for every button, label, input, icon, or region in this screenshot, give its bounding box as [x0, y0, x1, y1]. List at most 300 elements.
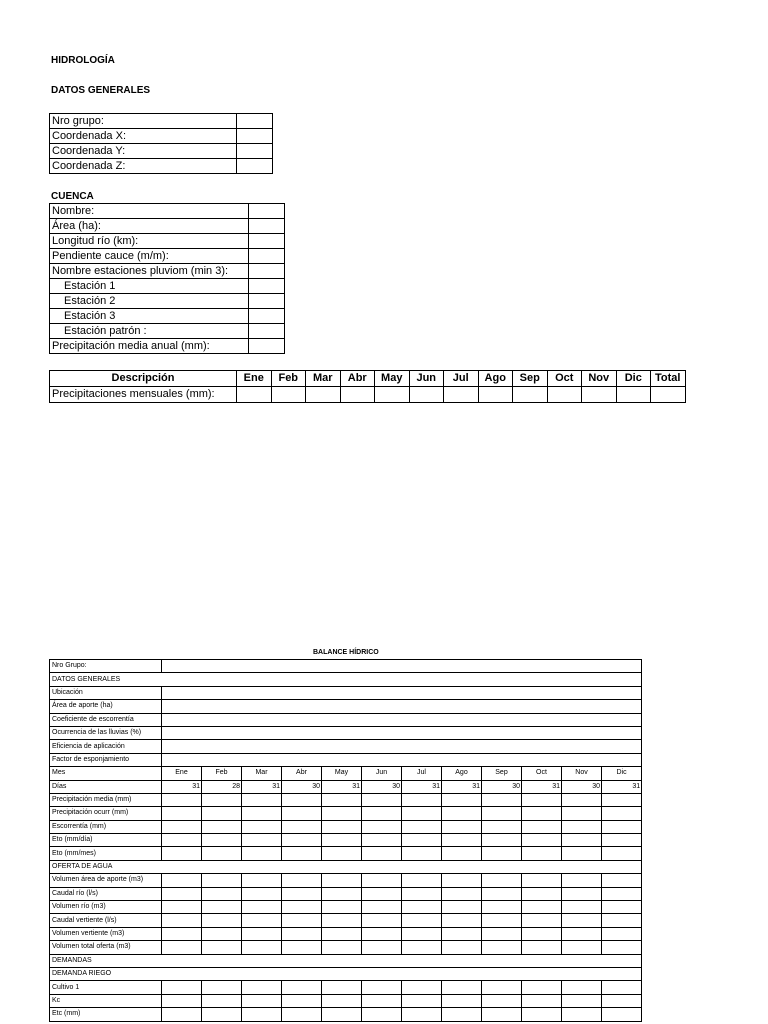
balance-value-cell[interactable]	[282, 914, 322, 927]
balance-value-cell[interactable]	[442, 1008, 482, 1021]
balance-value-cell[interactable]	[602, 901, 642, 914]
balance-value-cell[interactable]	[322, 834, 362, 847]
balance-row-label: Precipitación media (mm)	[50, 793, 162, 806]
balance-value-cell[interactable]	[602, 793, 642, 806]
balance-value-cell[interactable]	[242, 834, 282, 847]
monthly-value-cell[interactable]	[616, 387, 651, 403]
balance-value-cell[interactable]	[242, 927, 282, 940]
balance-month-header: May	[322, 767, 362, 780]
balance-value-cell[interactable]	[242, 874, 282, 887]
balance-value-cell[interactable]	[202, 807, 242, 820]
balance-value-cell[interactable]	[162, 847, 202, 860]
balance-value-cell[interactable]	[482, 847, 522, 860]
general-data-table	[49, 113, 273, 174]
cuenca-row-label: Estación patrón :	[50, 324, 249, 339]
balance-value-cell[interactable]	[402, 793, 442, 806]
monthly-header-month: Mar	[306, 371, 341, 387]
balance-value-cell[interactable]	[362, 941, 402, 954]
balance-value-cell[interactable]	[202, 1008, 242, 1021]
balance-value-cell[interactable]	[402, 834, 442, 847]
cuenca-row-value-cell[interactable]	[249, 219, 285, 234]
balance-row-value-cell[interactable]	[162, 700, 642, 713]
balance-value-cell[interactable]	[322, 981, 362, 994]
balance-value-cell[interactable]	[162, 820, 202, 833]
balance-row	[50, 753, 642, 766]
balance-value-cell[interactable]	[282, 820, 322, 833]
balance-value-cell[interactable]	[322, 820, 362, 833]
balance-value-cell[interactable]	[242, 887, 282, 900]
balance-row-label: Coeficiente de escorrentía	[50, 713, 162, 726]
cuenca-row-label: Área (ha):	[50, 219, 249, 234]
balance-value-cell[interactable]	[442, 807, 482, 820]
cuenca-row-value-cell[interactable]	[249, 279, 285, 294]
balance-value-cell[interactable]	[242, 914, 282, 927]
balance-value-cell[interactable]	[442, 820, 482, 833]
cuenca-row	[50, 339, 285, 354]
balance-value-cell[interactable]	[522, 1008, 562, 1021]
balance-month-header: Dic	[602, 767, 642, 780]
monthly-header-month: Dic	[616, 371, 651, 387]
monthly-value-cell[interactable]	[478, 387, 513, 403]
cuenca-row-label: Pendiente cauce (m/m):	[50, 249, 249, 264]
balance-value-cell[interactable]	[162, 793, 202, 806]
balance-value-cell[interactable]	[482, 1008, 522, 1021]
balance-value-cell[interactable]	[162, 914, 202, 927]
balance-value-cell[interactable]	[202, 847, 242, 860]
balance-row-value-cell[interactable]	[162, 660, 642, 673]
balance-value-cell[interactable]	[482, 834, 522, 847]
monthly-value-cell[interactable]	[271, 387, 306, 403]
general-row-label: Coordenada X:	[50, 129, 237, 144]
balance-value-cell[interactable]	[522, 834, 562, 847]
balance-row-value-cell[interactable]	[162, 713, 642, 726]
balance-row	[50, 686, 642, 699]
balance-value-cell[interactable]	[282, 874, 322, 887]
cuenca-row-label: Precipitación media anual (mm):	[50, 339, 249, 354]
balance-days-value: 31	[602, 780, 642, 793]
balance-row-label: Eficiencia de aplicación	[50, 740, 162, 753]
balance-month-header: Oct	[522, 767, 562, 780]
balance-value-cell[interactable]	[562, 927, 602, 940]
balance-value-cell[interactable]	[482, 981, 522, 994]
balance-value-cell[interactable]	[322, 874, 362, 887]
balance-value-cell[interactable]	[562, 901, 602, 914]
monthly-value-cell[interactable]	[651, 387, 686, 403]
balance-value-cell[interactable]	[162, 834, 202, 847]
balance-value-cell[interactable]	[322, 927, 362, 940]
balance-value-cell[interactable]	[482, 874, 522, 887]
balance-month-header: Jun	[362, 767, 402, 780]
balance-value-cell[interactable]	[362, 914, 402, 927]
balance-value-cell[interactable]	[482, 793, 522, 806]
balance-value-cell[interactable]	[402, 927, 442, 940]
balance-value-cell[interactable]	[522, 927, 562, 940]
balance-value-cell[interactable]	[522, 793, 562, 806]
balance-value-cell[interactable]	[162, 874, 202, 887]
balance-row-label: Cultivo 1	[50, 981, 162, 994]
cuenca-row-value-cell[interactable]	[249, 339, 285, 354]
balance-value-cell[interactable]	[522, 914, 562, 927]
balance-row-value-cell[interactable]	[162, 753, 642, 766]
balance-month-header: Mar	[242, 767, 282, 780]
balance-value-cell[interactable]	[162, 981, 202, 994]
balance-title: BALANCE HÍDRICO	[313, 649, 379, 656]
balance-value-cell[interactable]	[602, 981, 642, 994]
cuenca-row-value-cell[interactable]	[249, 204, 285, 219]
monthly-precipitation-table	[49, 370, 686, 403]
balance-value-cell[interactable]	[442, 887, 482, 900]
balance-value-cell[interactable]	[402, 874, 442, 887]
general-row-label: Coordenada Z:	[50, 159, 237, 174]
balance-value-cell[interactable]	[442, 901, 482, 914]
balance-value-cell[interactable]	[602, 887, 642, 900]
balance-value-cell[interactable]	[442, 914, 482, 927]
balance-row-label: Etc (mm)	[50, 1008, 162, 1021]
balance-value-cell[interactable]	[202, 941, 242, 954]
cuenca-row	[50, 309, 285, 324]
balance-row-label: Volumen total oferta (m3)	[50, 941, 162, 954]
balance-value-cell[interactable]	[562, 941, 602, 954]
balance-row	[50, 967, 642, 980]
balance-row-label: Eto (mm/mes)	[50, 847, 162, 860]
balance-value-cell[interactable]	[562, 887, 602, 900]
balance-value-cell[interactable]	[242, 981, 282, 994]
general-row-value-cell[interactable]	[237, 114, 273, 129]
balance-row	[50, 874, 642, 887]
balance-value-cell[interactable]	[282, 927, 322, 940]
cuenca-row-value-cell[interactable]	[249, 234, 285, 249]
balance-value-cell[interactable]	[562, 994, 602, 1007]
balance-value-cell[interactable]	[242, 820, 282, 833]
general-row-value-cell[interactable]	[237, 159, 273, 174]
monthly-header-month: Jul	[444, 371, 479, 387]
balance-value-cell[interactable]	[282, 793, 322, 806]
balance-value-cell[interactable]	[522, 901, 562, 914]
balance-row	[50, 713, 642, 726]
balance-value-cell[interactable]	[202, 834, 242, 847]
balance-value-cell[interactable]	[242, 994, 282, 1007]
balance-row-label: Eto (mm/día)	[50, 834, 162, 847]
balance-value-cell[interactable]	[322, 887, 362, 900]
cuenca-row	[50, 294, 285, 309]
balance-value-cell[interactable]	[242, 793, 282, 806]
balance-value-cell[interactable]	[242, 901, 282, 914]
balance-value-cell[interactable]	[162, 927, 202, 940]
cuenca-section-title: CUENCA	[51, 191, 94, 202]
balance-value-cell[interactable]	[322, 847, 362, 860]
balance-row-label: Área de aporte (ha)	[50, 700, 162, 713]
balance-days-value: 28	[202, 780, 242, 793]
cuenca-row-label: Estación 1	[50, 279, 249, 294]
balance-value-cell[interactable]	[442, 994, 482, 1007]
cuenca-row-value-cell[interactable]	[249, 249, 285, 264]
cuenca-row-value-cell[interactable]	[249, 324, 285, 339]
balance-value-cell[interactable]	[482, 887, 522, 900]
balance-section-header: DATOS GENERALES	[50, 673, 642, 686]
balance-value-cell[interactable]	[282, 901, 322, 914]
balance-value-cell[interactable]	[602, 927, 642, 940]
balance-days-value: 30	[562, 780, 602, 793]
cuenca-row-label: Estación 3	[50, 309, 249, 324]
general-row-value-cell[interactable]	[237, 129, 273, 144]
monthly-header-month: Oct	[547, 371, 582, 387]
balance-value-cell[interactable]	[562, 834, 602, 847]
balance-value-cell[interactable]	[362, 834, 402, 847]
balance-value-cell[interactable]	[322, 793, 362, 806]
balance-value-cell[interactable]	[442, 941, 482, 954]
cuenca-data-table	[49, 203, 285, 354]
balance-value-cell[interactable]	[242, 807, 282, 820]
balance-value-cell[interactable]	[602, 874, 642, 887]
balance-value-cell[interactable]	[562, 874, 602, 887]
balance-row-value-cell[interactable]	[162, 726, 642, 739]
monthly-value-cell[interactable]	[375, 387, 410, 403]
balance-value-cell[interactable]	[402, 994, 442, 1007]
monthly-header-month: Nov	[582, 371, 617, 387]
balance-row	[50, 660, 642, 673]
balance-value-cell[interactable]	[322, 994, 362, 1007]
balance-value-cell[interactable]	[402, 807, 442, 820]
balance-row-label: Escorrentía (mm)	[50, 820, 162, 833]
balance-days-value: 31	[442, 780, 482, 793]
balance-value-cell[interactable]	[162, 941, 202, 954]
balance-value-cell[interactable]	[242, 1008, 282, 1021]
balance-value-cell[interactable]	[602, 834, 642, 847]
balance-row	[50, 807, 642, 820]
cuenca-row-value-cell[interactable]	[249, 309, 285, 324]
balance-value-cell[interactable]	[522, 874, 562, 887]
balance-value-cell[interactable]	[522, 820, 562, 833]
balance-value-cell[interactable]	[402, 941, 442, 954]
monthly-value-cell[interactable]	[409, 387, 444, 403]
balance-value-cell[interactable]	[522, 994, 562, 1007]
balance-value-cell[interactable]	[202, 874, 242, 887]
balance-value-cell[interactable]	[402, 981, 442, 994]
balance-row-label: Caudal río (l/s)	[50, 887, 162, 900]
balance-value-cell[interactable]	[322, 941, 362, 954]
balance-value-cell[interactable]	[202, 820, 242, 833]
monthly-value-cell[interactable]	[444, 387, 479, 403]
monthly-value-cell[interactable]	[340, 387, 375, 403]
balance-section-header: OFERTA DE AGUA	[50, 860, 642, 873]
balance-value-cell[interactable]	[282, 1008, 322, 1021]
balance-row-label: Nro Grupo:	[50, 660, 162, 673]
balance-value-cell[interactable]	[522, 847, 562, 860]
balance-value-cell[interactable]	[162, 807, 202, 820]
balance-value-cell[interactable]	[402, 820, 442, 833]
balance-row-label: Kc	[50, 994, 162, 1007]
balance-row	[50, 887, 642, 900]
balance-value-cell[interactable]	[482, 820, 522, 833]
balance-value-cell[interactable]	[562, 793, 602, 806]
general-row	[50, 159, 273, 174]
balance-value-cell[interactable]	[482, 927, 522, 940]
cuenca-row-value-cell[interactable]	[249, 264, 285, 279]
balance-value-cell[interactable]	[562, 807, 602, 820]
balance-row	[50, 954, 642, 967]
balance-value-cell[interactable]	[202, 994, 242, 1007]
monthly-header-row	[50, 371, 686, 387]
balance-value-cell[interactable]	[442, 834, 482, 847]
balance-value-cell[interactable]	[362, 887, 402, 900]
balance-row-label: Ocurrencia de las lluvias (%)	[50, 726, 162, 739]
balance-row	[50, 1008, 642, 1021]
balance-section-header: DEMANDAS	[50, 954, 642, 967]
balance-row	[50, 673, 642, 686]
balance-value-cell[interactable]	[402, 914, 442, 927]
balance-value-cell[interactable]	[602, 914, 642, 927]
balance-value-cell[interactable]	[362, 927, 402, 940]
balance-value-cell[interactable]	[362, 901, 402, 914]
monthly-value-cell[interactable]	[582, 387, 617, 403]
balance-row-label: Factor de esponjamiento	[50, 753, 162, 766]
balance-value-cell[interactable]	[482, 994, 522, 1007]
balance-days-value: 31	[242, 780, 282, 793]
monthly-header-month: Sep	[513, 371, 548, 387]
cuenca-row-label: Estación 2	[50, 294, 249, 309]
general-row-value-cell[interactable]	[237, 144, 273, 159]
balance-value-cell[interactable]	[482, 807, 522, 820]
cuenca-row	[50, 264, 285, 279]
balance-value-cell[interactable]	[602, 820, 642, 833]
balance-value-cell[interactable]	[442, 793, 482, 806]
balance-value-cell[interactable]	[162, 887, 202, 900]
balance-value-cell[interactable]	[362, 874, 402, 887]
balance-value-cell[interactable]	[482, 914, 522, 927]
balance-month-header: Ene	[162, 767, 202, 780]
balance-month-row	[50, 767, 642, 780]
balance-value-cell[interactable]	[522, 941, 562, 954]
balance-month-header: Jul	[402, 767, 442, 780]
monthly-row-label: Precipitaciones mensuales (mm):	[50, 387, 237, 403]
general-row-label: Coordenada Y:	[50, 144, 237, 159]
balance-value-cell[interactable]	[362, 994, 402, 1007]
monthly-value-cell[interactable]	[547, 387, 582, 403]
monthly-value-cell[interactable]	[513, 387, 548, 403]
balance-row	[50, 740, 642, 753]
balance-value-cell[interactable]	[282, 847, 322, 860]
balance-value-cell[interactable]	[562, 981, 602, 994]
balance-days-label: Días	[50, 780, 162, 793]
balance-value-cell[interactable]	[322, 807, 362, 820]
balance-value-cell[interactable]	[202, 887, 242, 900]
monthly-header-month: Abr	[340, 371, 375, 387]
balance-days-value: 31	[322, 780, 362, 793]
balance-value-cell[interactable]	[522, 981, 562, 994]
balance-value-cell[interactable]	[282, 941, 322, 954]
balance-value-cell[interactable]	[362, 807, 402, 820]
balance-value-cell[interactable]	[322, 914, 362, 927]
balance-value-cell[interactable]	[442, 874, 482, 887]
balance-value-cell[interactable]	[402, 887, 442, 900]
monthly-header-month: May	[375, 371, 410, 387]
balance-value-cell[interactable]	[322, 901, 362, 914]
general-row	[50, 114, 273, 129]
balance-value-cell[interactable]	[162, 901, 202, 914]
balance-value-cell[interactable]	[362, 1008, 402, 1021]
balance-value-cell[interactable]	[442, 927, 482, 940]
balance-value-cell[interactable]	[362, 847, 402, 860]
balance-value-cell[interactable]	[322, 1008, 362, 1021]
balance-value-cell[interactable]	[362, 793, 402, 806]
balance-value-cell[interactable]	[282, 887, 322, 900]
balance-value-cell[interactable]	[402, 1008, 442, 1021]
balance-value-cell[interactable]	[362, 981, 402, 994]
balance-value-cell[interactable]	[602, 807, 642, 820]
balance-row	[50, 994, 642, 1007]
balance-value-cell[interactable]	[242, 941, 282, 954]
general-row-label: Nro grupo:	[50, 114, 237, 129]
balance-value-cell[interactable]	[162, 994, 202, 1007]
balance-row	[50, 941, 642, 954]
cuenca-row	[50, 324, 285, 339]
balance-value-cell[interactable]	[242, 847, 282, 860]
balance-value-cell[interactable]	[202, 914, 242, 927]
balance-month-label: Mes	[50, 767, 162, 780]
balance-value-cell[interactable]	[522, 887, 562, 900]
balance-value-cell[interactable]	[282, 834, 322, 847]
cuenca-row	[50, 204, 285, 219]
balance-value-cell[interactable]	[402, 901, 442, 914]
balance-value-cell[interactable]	[202, 981, 242, 994]
balance-value-cell[interactable]	[562, 847, 602, 860]
balance-value-cell[interactable]	[602, 1008, 642, 1021]
balance-row	[50, 981, 642, 994]
balance-row	[50, 914, 642, 927]
balance-row	[50, 700, 642, 713]
balance-value-cell[interactable]	[282, 994, 322, 1007]
balance-row-label: Volumen vertiente (m3)	[50, 927, 162, 940]
balance-row	[50, 820, 642, 833]
balance-row-label: Volumen área de aporte (m3)	[50, 874, 162, 887]
balance-value-cell[interactable]	[602, 994, 642, 1007]
balance-value-cell[interactable]	[202, 793, 242, 806]
monthly-value-cell[interactable]	[306, 387, 341, 403]
balance-days-value: 30	[282, 780, 322, 793]
balance-value-cell[interactable]	[562, 820, 602, 833]
balance-value-cell[interactable]	[562, 1008, 602, 1021]
balance-value-cell[interactable]	[282, 807, 322, 820]
document-title: HIDROLOGÍA	[51, 55, 115, 66]
monthly-value-cell[interactable]	[237, 387, 272, 403]
balance-days-row	[50, 780, 642, 793]
cuenca-row-value-cell[interactable]	[249, 294, 285, 309]
monthly-header-total: Total	[651, 371, 686, 387]
balance-value-cell[interactable]	[482, 901, 522, 914]
balance-value-cell[interactable]	[482, 941, 522, 954]
balance-value-cell[interactable]	[602, 941, 642, 954]
cuenca-row	[50, 234, 285, 249]
balance-value-cell[interactable]	[162, 1008, 202, 1021]
balance-days-value: 30	[482, 780, 522, 793]
balance-value-cell[interactable]	[362, 820, 402, 833]
balance-value-cell[interactable]	[282, 981, 322, 994]
balance-value-cell[interactable]	[442, 981, 482, 994]
balance-row	[50, 847, 642, 860]
balance-value-cell[interactable]	[442, 847, 482, 860]
balance-value-cell[interactable]	[202, 901, 242, 914]
balance-row-label: Volumen río (m3)	[50, 901, 162, 914]
balance-value-cell[interactable]	[562, 914, 602, 927]
general-row	[50, 129, 273, 144]
balance-value-cell[interactable]	[402, 847, 442, 860]
balance-value-cell[interactable]	[522, 807, 562, 820]
balance-value-cell[interactable]	[602, 847, 642, 860]
balance-value-cell[interactable]	[202, 927, 242, 940]
balance-row-value-cell[interactable]	[162, 686, 642, 699]
balance-row-value-cell[interactable]	[162, 740, 642, 753]
balance-month-header: Nov	[562, 767, 602, 780]
